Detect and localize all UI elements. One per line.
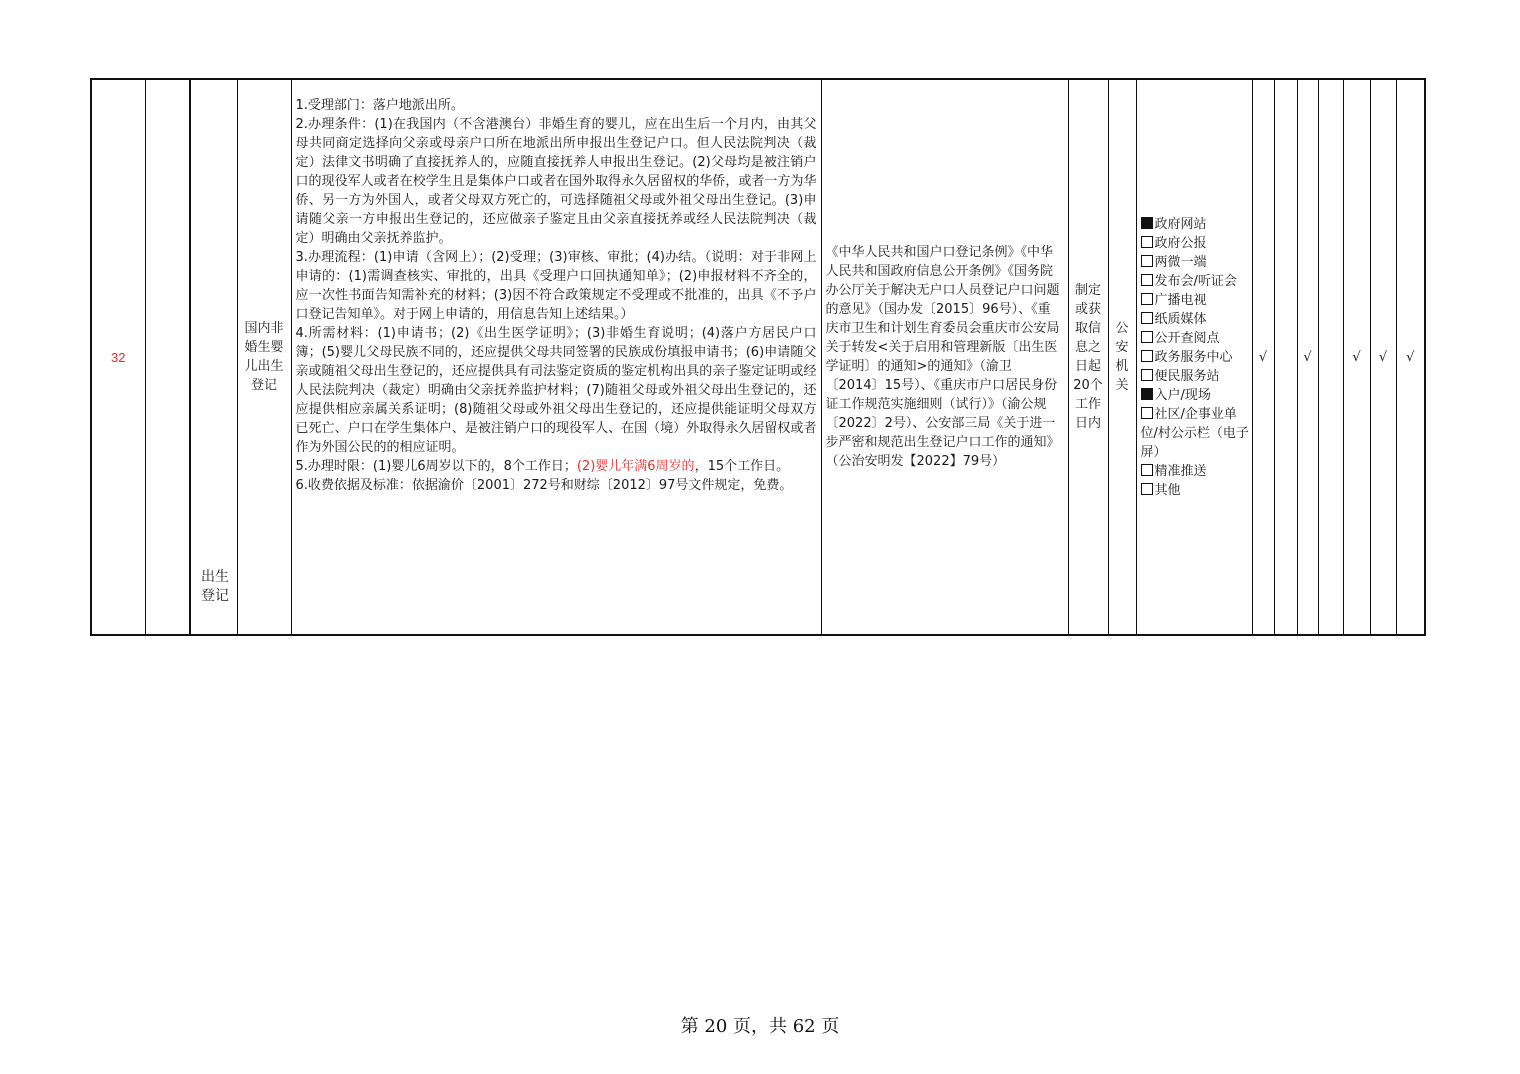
channel-item: 两微一端 [1141,253,1250,272]
checkbox-empty-icon [1141,350,1153,362]
check-mark: √ [1297,79,1318,635]
checkbox-empty-icon [1141,236,1153,248]
checkbox-checked-icon [1141,388,1153,400]
content-paragraph-2: 2.办理条件：(1)在我国内（不含港澳台）非婚生育的婴儿，应在出生后一个月内，由其父母共同商定选择向父亲或母亲户口所在地派出所申报出生登记户口。但人民法院判决（裁定）法律文书明确了直接抚养人的，应随直接抚养人申报出生登记。(2)父母均是被注销户口的现役军人或者在校学生且是集体户口或者在国外取得永久居留权的华侨，或者一方为华侨、另一方为外国人，或者父母双方死亡的，可选择随祖父母或外祖父母出生登记。(3)申请随父亲一方申报出生登记的，还应做亲子鉴定且由父亲直接抚养或经人民法院判决（裁定）明确由父亲抚养监护。 [295,117,817,246]
page-number: 第 20 页，共 62 页 [680,1016,840,1037]
item-name: 国内非婚生婴儿出生登记 [237,79,291,635]
category-label: 出生登记 [201,569,229,604]
content-paragraph-5 [296,457,817,476]
channel-item: 社区/企事业单位/村公示栏（电子屏） [1140,406,1249,460]
channel-item: 发布会/听证会 [1141,272,1250,291]
sequence-number: 32 [91,79,145,635]
check-mark: √ [1252,79,1274,635]
table-row [91,79,1425,635]
checkbox-empty-icon [1141,369,1153,381]
content-paragraph-1: 1.受理部门：落户地派出所。 [295,98,464,113]
subject-cell: 公安机关 [1108,79,1136,635]
channel-item: 政府网站 [1141,215,1250,234]
channels-cell [1136,79,1252,635]
content-paragraph-6: 6.收费依据及标准：依据渝价〔2001〕272号和财综〔2012〕97号文件规定，免费。 [295,478,793,493]
channel-item: 其他 [1141,481,1250,500]
highlighted-text: (2)婴儿年满6周岁的 [576,459,695,474]
checkbox-empty-icon [1141,312,1153,324]
checkbox-checked-icon [1141,217,1153,229]
checkbox-empty-icon [1141,255,1153,267]
check-mark: √ [1343,79,1370,635]
checkbox-empty-icon [1141,274,1153,286]
time-limit-text-end: ，15个工作日。 [694,459,790,474]
check-mark: √ [1370,79,1396,635]
channel-item: 广播电视 [1141,291,1250,310]
content-paragraph-3: 3.办理流程：(1)申请（含网上）；(2)受理；(3)审核、审批；(4)办结。（说明：对于非网上申请的：(1)需调查核实、审批的，出具《受理户口回执通知单》；(2)申报材料不齐全的，应一次性书面告知需补充的材料；(3)因不符合政策规定不受理或不批准的，出具《不予户口登记告知单》。对于网上申请的，用信息告知上述结果。） [295,250,817,322]
checkbox-empty-icon [1141,407,1153,419]
checkbox-empty-icon [1141,483,1153,495]
content-paragraph-4: 4.所需材料：(1)申请书；(2)《出生医学证明》；(3)非婚生育说明；(4)落户方居民户口簿；(5)婴儿父母民族不同的，还应提供父母共同签署的民族成份填报申请书；(6)申请随父亲或随祖父母出生登记的，还应提供具有司法鉴定资质的鉴定机构出具的亲子鉴定证明或经人民法院判决（裁定）明确由父亲抚养监护材料；(7)随祖父母或外祖父母出生登记的，还应提供相应亲属关系证明；(8)随祖父母或外祖父母出生登记的，还应提供能证明父母双方已死亡、户口在学生集体户、是被注销户口的现役军人、在国（境）外取得永久居留权或者作为外国公民的的相应证明。 [295,326,817,455]
channel-item: 政务服务中心 [1141,348,1250,367]
time-limit-text: 5.办理时限：(1)婴儿6周岁以下的，8个工作日； [295,459,577,474]
channel-item: 便民服务站 [1141,367,1250,386]
channel-item: 纸质媒体 [1141,310,1250,329]
channel-item: 精准推送 [1141,462,1250,481]
checkbox-empty-icon [1141,464,1153,476]
blank-cell [145,79,190,635]
checkbox-empty-icon [1141,331,1153,343]
check-mark [1318,79,1343,635]
checkbox-empty-icon [1141,293,1153,305]
content-cell [291,79,821,635]
channel-item: 政府公报 [1141,234,1250,253]
time-limit-cell: 制定或获取信息之日起20个工作日内 [1068,79,1108,635]
disclosure-table [90,78,1426,636]
basis-cell: 《中华人民共和国户口登记条例》《中华人民共和国政府信息公开条例》《国务院办公厅关于解决无户口人员登记户口问题的意见》（国办发〔2015〕96号）、《重庆市卫生和计划生育委员会重庆市公安局关于转发<关于启用和管理新版〔出生医学证明〕的通知>的通知》（渝卫〔2014〕15号）、《重庆市户口居民身份证工作规范实施细则（试行）》（渝公规〔2022〕2号）、公安部三局《关于进一步严密和规范出生登记户口工作的通知》（公治安明发【2022】79号） [821,79,1068,635]
category-cell [190,79,237,635]
check-mark: √ [1396,79,1425,635]
check-mark [1274,79,1297,635]
channel-item: 入户/现场 [1141,386,1250,405]
channel-item: 公开查阅点 [1141,329,1250,348]
